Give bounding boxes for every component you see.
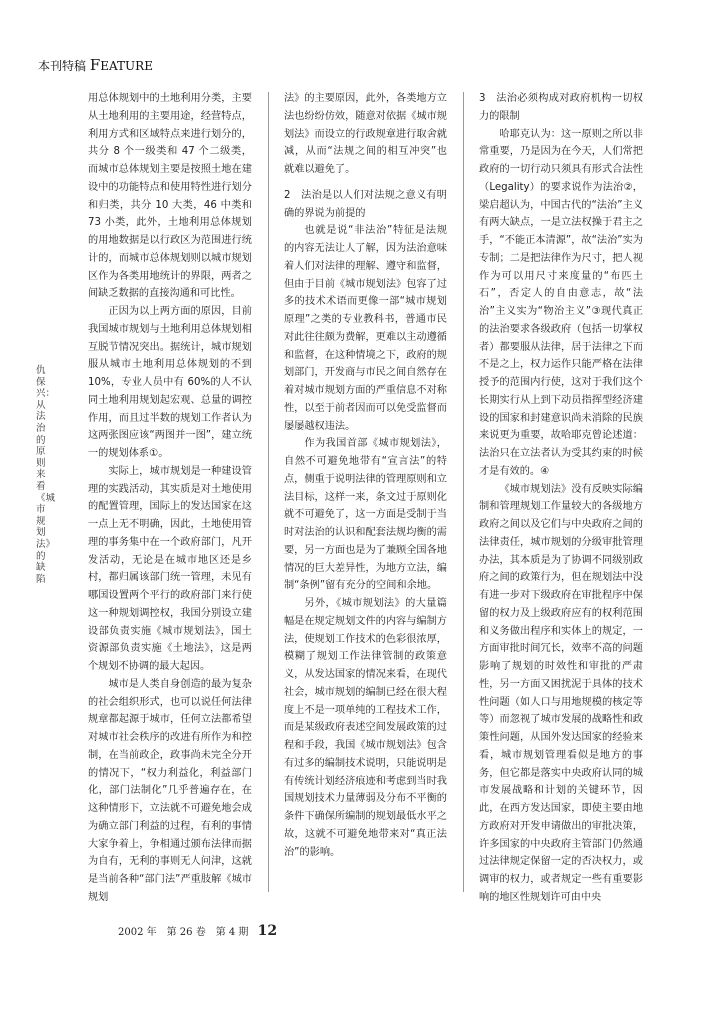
section-initial: F [89,56,101,74]
paragraph: 实际上，城市规划是一种建设管理的实践活动，其实质是对土地使用的配置管理，国际上的发达国家在这一点上无不明确，因此，土地使用管理的事务集中在一个政府部门，凡开发活动，无论是在城市地区还是乡村，都归属该部门统一管理，未见有哪国设置两个平行的政府部门来行使这一种规划调控权，我国分别设立建设部负责实施《城市规划法》，国土资源部负责实施《土地法》，这是两个规划不协调的最大起因。 [88,465,252,672]
page-footer [118,923,277,939]
section-heading-2: 2 法治是以人们对法规之意义有明确的界说为前提的 [284,189,447,219]
page-number: 12 [257,923,278,939]
column-3 [479,90,643,907]
section-label: 本刊特稿 [38,59,87,73]
paragraph: 法》的主要原因，此外，各类地方立法也纷纷仿效，随意对依据《城市规划法》而设立的行政规章进行取舍就减，从而“法规之间的相互冲突”也就难以避免了。 [284,93,447,175]
paragraph: 正因为以上两方面的原因，目前我国城市规划与土地利用总体规划相互脱节情况突出。据统计，城市规划服从城市土地利用总体规划的不到 10%，专业人员中有 60%的人不认同土地利用规划起宏观、总量的调控作用，而且过半数的规划工作者认为这两张图应该“两图并一图”，建立统一的规划体系①。 [88,306,252,459]
paragraph: 《城市规划法》没有反映实际编制和管理规划工作量较大的各级地方政府之间以及它们与中央政府之间的法律责任，城市规划的分级审批管理办法，其本质是为了协调不同级别政府之间的政策行为，但在规划法中没有进一步对下级政府在审批程序中保留的权力及上级政府应有的权利范围和义务做出程序和实体上的规定，一方面审批时间冗长，效率不高的问题影响了规划的时效性和审批的严肃性，另一方面又困扰泥于具体的技术性问题（如人口与用地规模的核定等等）而忽视了城市发展的战略性和政策性问题，从国外发达国家的经验来看，城市规划管理看似是地方的事务，但它都是落实中央政府认同的城市发展战略和计划的关键环节，因此，在西方发达国家，即使主要由地方政府对开发申请做出的审批决策，许多国家的中央政府主管部门仍然通过法律规定保留一定的否决权力，或调审的权力，或者规定一些有重要影响的地区性规划许可由中央 [479,483,643,903]
column-2 [284,90,447,861]
column-divider [268,92,269,892]
paragraph: 用总体规划中的土地利用分类，主要从土地利用的主要用途，经营特点，利用方式和区域特点来进行划分的，共分 8 个一级类和 47 个二级类，而城市总体规划主要是按照土地在建设中的功能特点和使用特性进行划分和归类，共分 10 大类，46 中类和 73 小类，此外，土地利用总体规划的用地数据是以行政区为范围进行统计的，而城市总体规划则以城市规划区作为各类用地统计的界限，两者之间缺乏数据的直接沟通和可比性。 [88,93,252,300]
section-header [38,56,153,74]
paragraph: 哈耶克认为：这一原则之所以非常重要，乃是因为在今天，人们常把政府的一切行动只须具有形式合法性（Legality）的要求说作为法治②，梁启超认为，中国古代的“法治”主义有两大缺点，一是立法权操于君主之手，“不能正本清源”，故“法治”实为专制；二是把法律作为尺寸，把人视作为可以用尺寸来度量的“布匹土石”，否定人的自由意志，故“法治”主义实为“物治主义”③现代真正的法治要求各级政府（包括一切掌权者）都要服从法律，居于法律之下而不是之上，权力运作只能严格在法律授予的范围内行使，这对于我们这个长期实行从上到下动员指挥型经济建设的国家和封建意识尚未消除的民族来说更为重要，故哈耶克曾论述道：法治只在立法者认为受其约束的时候才是有效的。④ [479,128,643,477]
paragraph: 另外，《城市规划法》的大量篇幅是在规定规划文件的内容与编制方法，使规划工作技术的色彩很浓厚，模糊了规划工作法律管制的政策意义，从发达国家的情况来看，在现代社会，城市规划的编制已经在很大程度上不是一项单纯的工程技术工作，而是某级政府表述空间发展政策的过程和手段，我国《城市规划法》包含有过多的编制技术说明，只能说明是有传统计划经济痕迹和考虑到当时我国规划技术力量薄弱及分布不平衡的条件下确保所编制的规划最低水平之故，这就不可避免地带来对“真正法治”的影响。 [284,598,447,858]
paragraph: 作为我国首部《城市规划法》，自然不可避免地带有“宣言法”的特点，侧重于说明法律的管理原则和立法目标，这样一来，条文过于原则化就不可避免了，这一方面是受制于当时对法治的认识和配套法规均衡的需要，另一方面也是为了兼顾全国各地情况的巨大差异性，为地方立法，编制“条例”留有充分的空间和余地。 [284,438,447,592]
column-divider [463,92,464,892]
section-english: EATURE [100,59,153,73]
paragraph: 也就是说“非法治”特征是法规的内容无法让人了解，因为法治意味着人们对法律的理解、遵守和监督，但由于目前《城市规划法》包容了过多的技术术语而更像一部“城市规划原理”之类的专业教科书，普通市民对此往往颇为费解，更难以主动遵循和监督，在这种情境之下，政府的规划部门，开发商与市民之间自然存在着对城市规划方面的严重信息不对称性，以至于前者因而可以免受监督而屡屡越权违法。 [284,225,447,432]
section-heading-3: 3 法治必须构成对政府机构一切权力的限制 [479,93,643,122]
column-1 [88,90,252,907]
running-title: 仇保兴：从法治的原则来看《城市规划法》的缺陷 [36,365,56,585]
issue-info: 2002 年 第 26 卷 第 4 期 [118,927,249,938]
paragraph: 城市是人类自身创造的最为复杂的社会组织形式，也可以说任何法律规章都起源于城市，任何立法都希望对城市社会秩序的改进有所作为和控制，在当前政企，政事尚未完全分开的情况下，“权力利益化，利益部门化，部门法制化”几乎普遍存在，在这种情形下，立法就不可避免地会成为确立部门利益的过程，有利的事情大家争着上，争相通过颁布法律而据为自有，无利的事则无人问津，这就是当前各种“部门法”严重肢解《城市规划 [88,678,252,903]
